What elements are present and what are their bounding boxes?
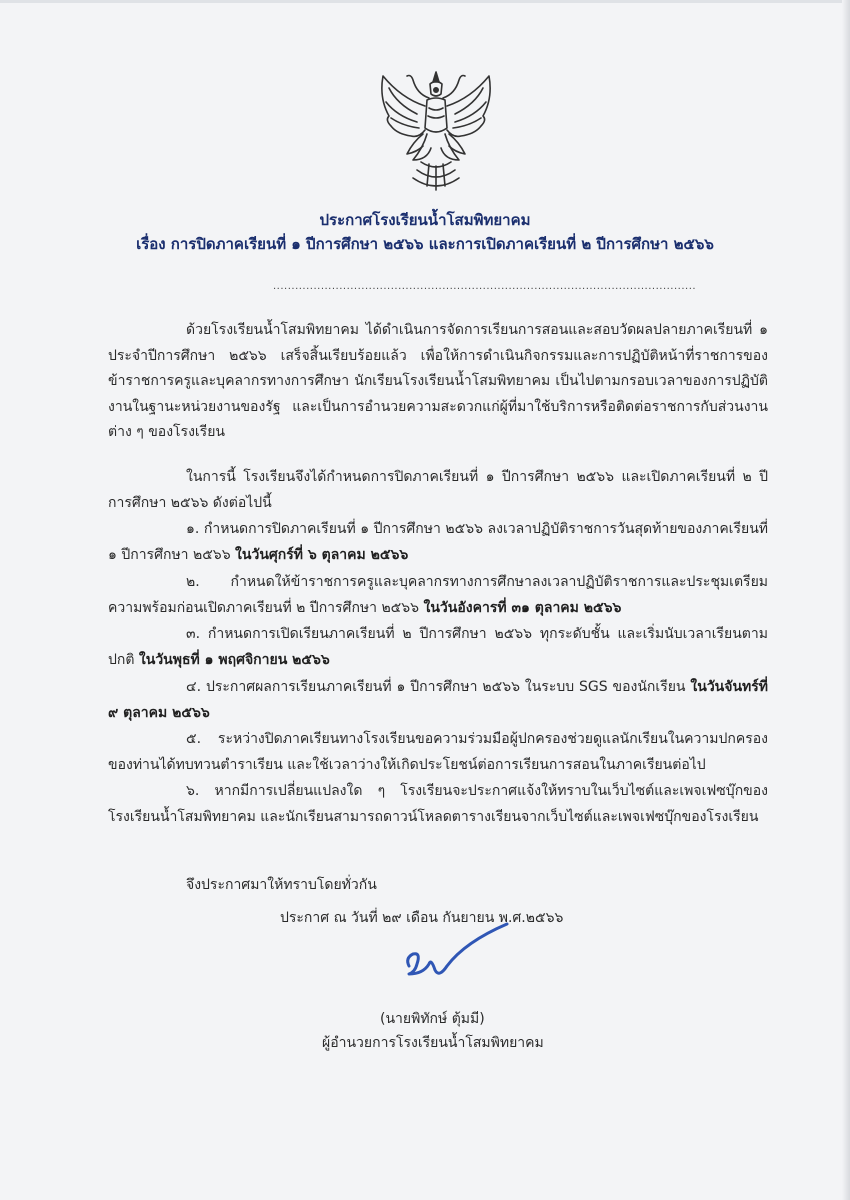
signer-name: (นายพิทักษ์ ตุ้มมี) — [380, 1011, 485, 1027]
list-item — [108, 570, 768, 621]
intro-paragraph: ด้วยโรงเรียนน้ำโสมพิทยาคม ได้ดำเนินการจัดการเรียนการสอนและสอบวัดผลปลายภาคเรียนที่ ๑ ประจำปีการศึกษา ๒๕๖๖ เสร็จสิ้นเรียบร้อยแล้ว เพื่อให้การดำเนินกิจกรรมและการปฏิบัติหน้าที่ราชการของข้าราชการครูและบุคลากรทางการศึกษา นักเรียนโรงเรียนน้ำโสมพิทยาคม เป็นไปตามกรอบเวลาของการปฏิบัติงานในฐานะหน่วยงานของรัฐ และเป็นการอำนวยความสะดวกแก่ผู้ที่มาใช้บริการหรือติดต่อราชการกับส่วนงานต่าง ๆ ของโรงเรียน — [108, 322, 768, 440]
list-item — [108, 779, 768, 830]
item-text: ๒. กำหนดให้ข้าราชการครูและบุคลากรทางการศึกษาลงเวลาปฏิบัติราชการและประชุมเตรียมความพร้อมก่อนเปิดภาคเรียนที่ ๒ ปีการศึกษา ๒๕๖๖ — [108, 574, 768, 616]
handwritten-signature-icon — [395, 920, 515, 995]
item-text: ๓. กำหนดการเปิดเรียนภาคเรียนที่ ๒ ปีการศึกษา ๒๕๖๖ ทุกระดับชั้น และเริ่มนับเวลาเรียนตามปกติ — [108, 626, 768, 668]
item-date: ในวันพุธที่ ๑ พฤศจิกายน ๒๕๖๖ — [138, 651, 330, 668]
item-text: ๖. หากมีการเปลี่ยนแปลงใด ๆ โรงเรียนจะประกาศแจ้งให้ทราบในเว็บไซต์และเพจเฟซบุ๊กของโรงเรียนน้ำโสมพิทยาคม และนักเรียนสามารถดาวน์โหลดตารางเรียนจากเว็บไซต์และเพจเฟซบุ๊กของโรงเรียน — [108, 783, 768, 825]
garuda-emblem-icon — [377, 68, 495, 193]
separator-line: ................................................................................................................... — [273, 281, 697, 292]
list-item — [108, 675, 768, 726]
announcement-subject: เรื่อง การปิดภาคเรียนที่ ๑ ปีการศึกษา ๒๕๖๖ และการเปิดภาคเรียนที่ ๒ ปีการศึกษา ๒๕๖๖ — [136, 235, 714, 253]
item-date: ในวันจันทร์ที่ ๙ ตุลาคม ๒๕๖๖ — [108, 679, 768, 721]
item-text: ๔. ประกาศผลการเรียนภาคเรียนที่ ๑ ปีการศึกษา ๒๕๖๖ ในระบบ SGS ของนักเรียน — [186, 679, 691, 695]
item-text: ๑. กำหนดการปิดภาคเรียนที่ ๑ ปีการศึกษา ๒๕๖๖ ลงเวลาปฏิบัติราชการวันสุดท้ายของภาคเรียนที่ ๑ ปีการศึกษา ๒๕๖๖ — [108, 521, 768, 563]
date-line: ประกาศ ณ วันที่ ๒๙ เดือน กันยายน พ.ศ.๒๕๖๖ — [280, 910, 564, 926]
list-item — [108, 622, 768, 673]
list-item — [108, 727, 768, 778]
right-edge-shadow — [842, 0, 850, 1200]
top-edge — [0, 0, 850, 3]
item-text: ๕. ระหว่างปิดภาคเรียนทางโรงเรียนขอความร่วมมือผู้ปกครองช่วยดูแลนักเรียนในความปกครองของท่านได้ทบทวนตำราเรียน และใช้เวลาว่างให้เกิดประโยชน์ต่อการเรียนการสอนในภาคเรียนต่อไป — [108, 731, 768, 773]
signer-title: ผู้อำนวยการโรงเรียนน้ำโสมพิทยาคม — [322, 1035, 544, 1051]
list-item — [108, 517, 768, 568]
closing-line: จึงประกาศมาให้ทราบโดยทั่วกัน — [186, 877, 377, 893]
item-date: ในวันอังคารที่ ๓๑ ตุลาคม ๒๕๖๖ — [423, 599, 622, 616]
consequence-paragraph: ในการนี้ โรงเรียนจึงได้กำหนดการปิดภาคเรียนที่ ๑ ปีการศึกษา ๒๕๖๖ และเปิดภาคเรียนที่ ๒ ปีการศึกษา ๒๕๖๖ ดังต่อไปนี้ — [108, 469, 768, 511]
announcement-title: ประกาศโรงเรียนน้ำโสมพิทยาคม — [319, 211, 531, 229]
item-date: ในวันศุกร์ที่ ๖ ตุลาคม ๒๕๖๖ — [235, 546, 409, 563]
